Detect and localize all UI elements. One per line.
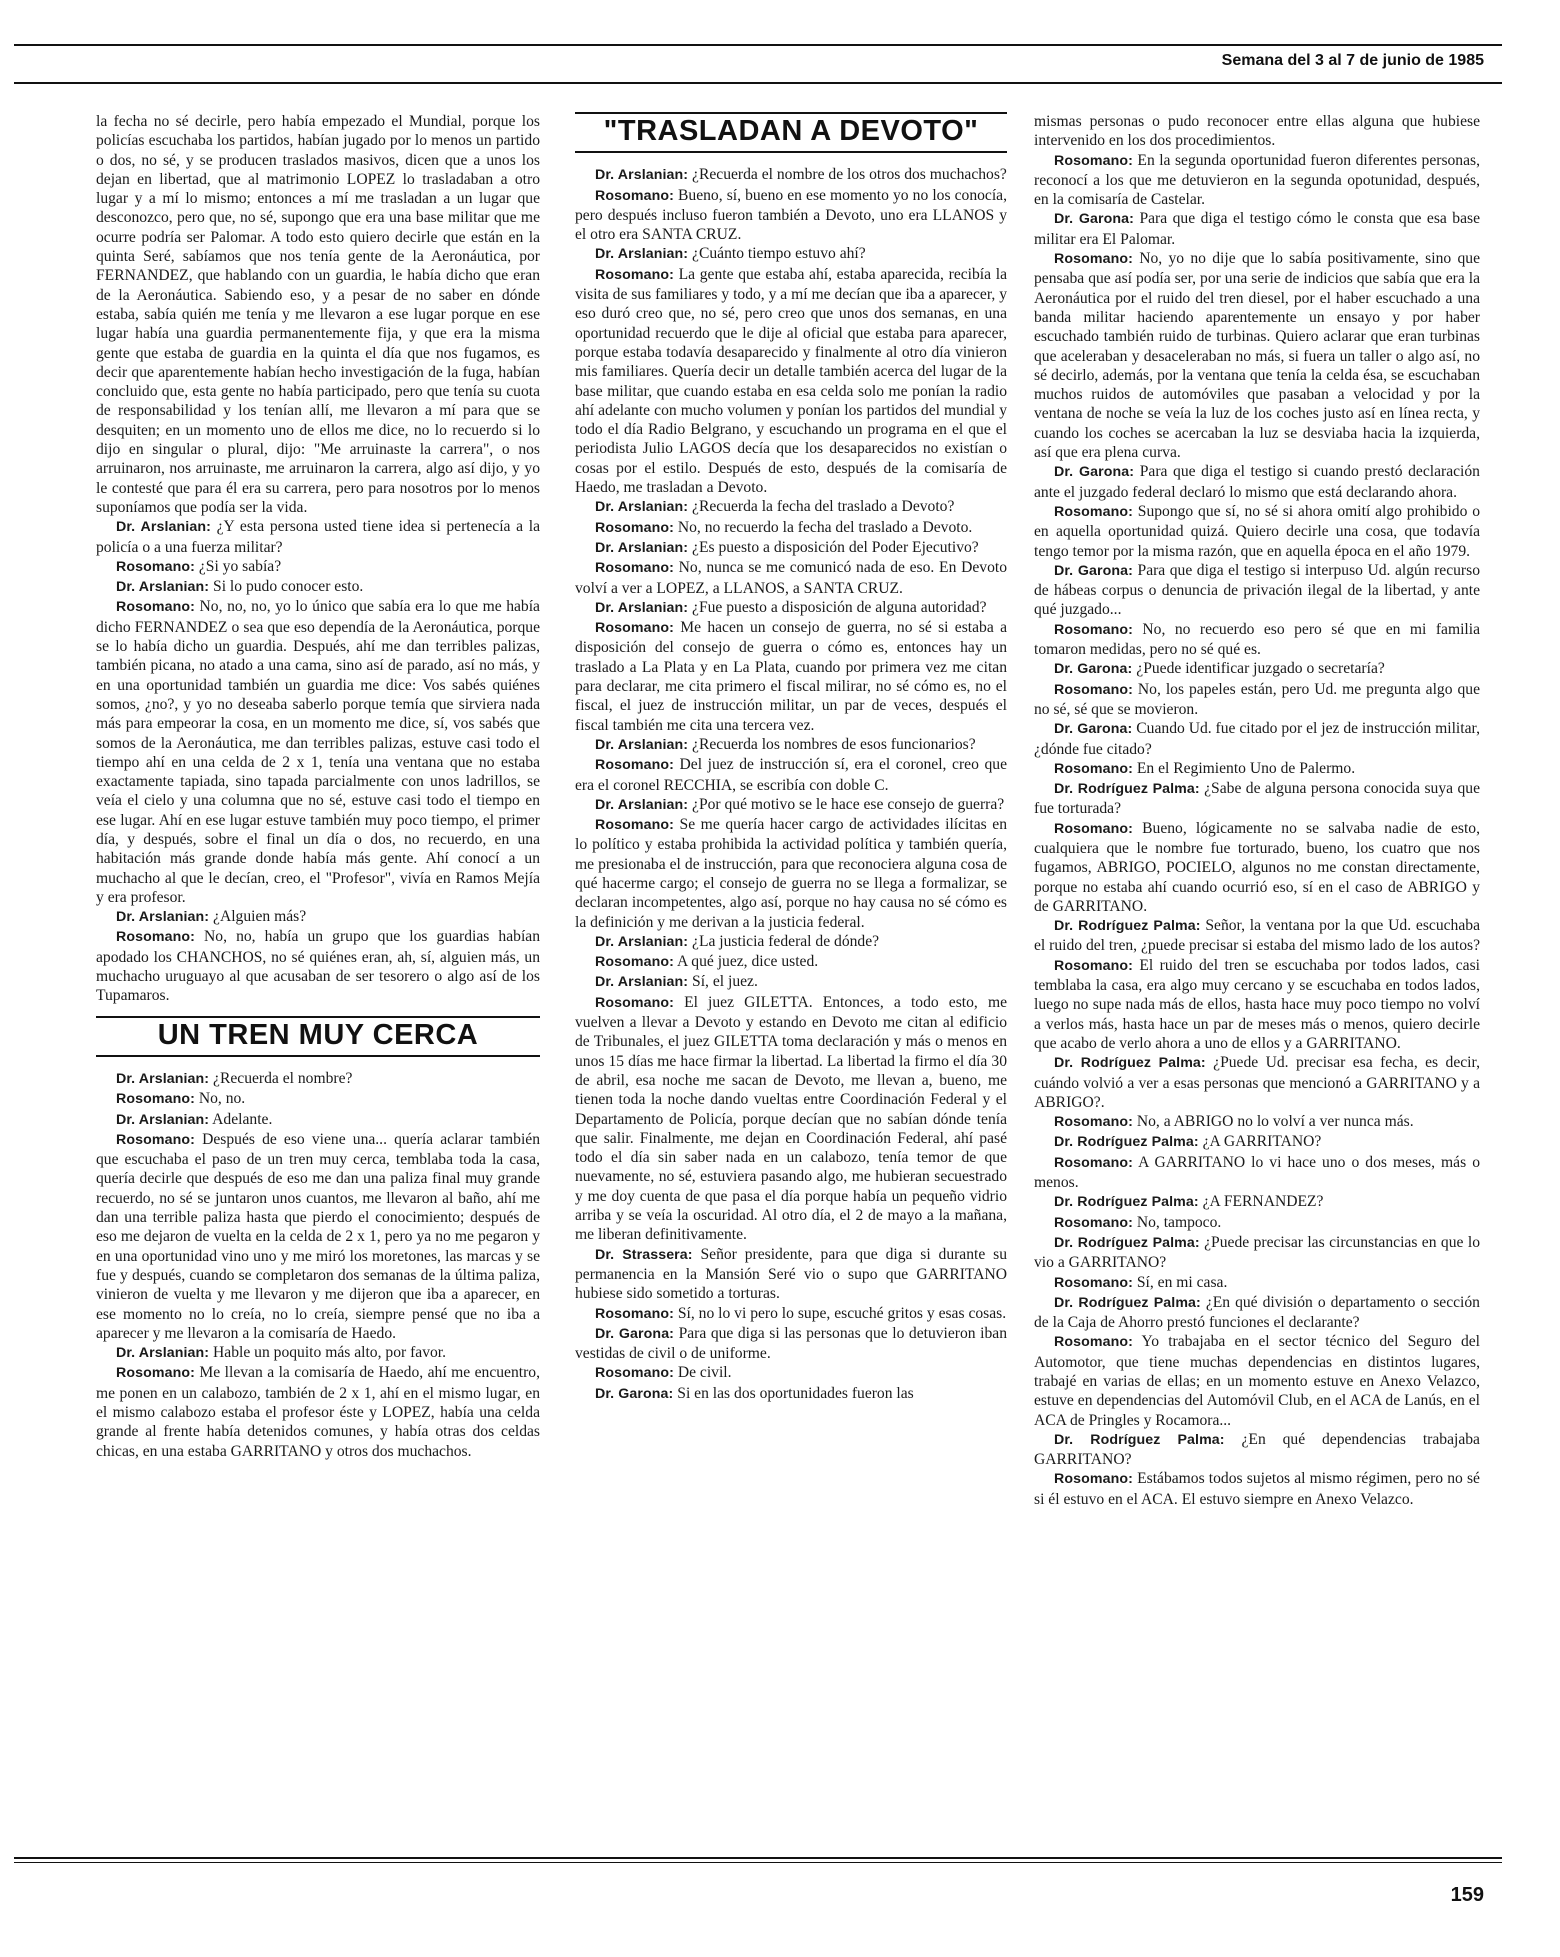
paragraph	[1034, 1153, 1480, 1193]
header-rule	[14, 82, 1502, 84]
paragraph	[96, 1363, 540, 1460]
speaker-label: Rosomano:	[1054, 1274, 1133, 1291]
paragraph	[575, 618, 1007, 735]
paragraph	[1034, 1213, 1480, 1233]
speaker-label: Rosomano:	[595, 560, 674, 577]
speaker-label: Dr. Rodríguez Palma:	[1054, 781, 1200, 798]
speaker-label: Rosomano:	[1054, 503, 1133, 520]
speaker-label: Dr. Garona:	[1054, 464, 1135, 481]
paragraph	[1034, 502, 1480, 561]
speech-text: No, no, había un grupo que los guardias habían apodado los CHANCHOS, no sé quiénes eran, ah, sí, alguien más, un muchacho uruguayo al que acusaban de ser tesorero o algo así de los Tupamaros.	[96, 928, 541, 1005]
section-heading: UN TREN MUY CERCA	[96, 1016, 540, 1057]
speaker-label: Rosomano:	[595, 187, 674, 204]
speech-text: El ruido del tren se escuchaba por todos lados, casi temblaba la casa, era algo muy cercano y se escuchaba en todos lados, luego no supe nada más de ellos, hasta hace muy poco tiempo no volví a verlos más, hasta hace un par de meses más o menos, quiero decirle que acabo de verlo ahora a uno de ellos y a GARRITANO.	[1034, 956, 1480, 1052]
paragraph	[1034, 719, 1480, 759]
speech-text: ¿Puede Ud. precisar esa fecha, es decir, cuándo volvió a ver a esas personas que mencionó a GARRITANO y a ABRIGO?.	[1034, 1054, 1480, 1111]
paragraph	[575, 1324, 1007, 1364]
speech-text: Yo trabajaba en el sector técnico del Seguro del Automotor, que tiene muchas dependencias en distintos lugares, trabajé en varias de ellas; en un momento estuve en Anexo Velazco, estuve en dependencias del Automóvil Club, en el ACA de Lanús, en el ACA de Pringles y Rocamora...	[1034, 1333, 1480, 1429]
speaker-label: Dr. Arslanian:	[116, 1111, 210, 1128]
speech-text: ¿Recuerda el nombre?	[213, 1069, 353, 1087]
speech-text: ¿En qué división o departamento o sección de la Caja de Ahorro prestó funciones el declarante?	[1034, 1293, 1480, 1332]
paragraph	[575, 1363, 1007, 1383]
paragraph	[1034, 659, 1480, 679]
speaker-label: Dr. Rodríguez Palma:	[1054, 1194, 1199, 1211]
paragraph	[1034, 779, 1480, 819]
speaker-label: Rosomano:	[595, 1365, 674, 1382]
footer-rule-thin	[14, 1862, 1502, 1863]
speaker-label: Rosomano:	[116, 558, 195, 575]
speech-text: Hable un poquito más alto, por favor.	[213, 1344, 447, 1362]
paragraph	[96, 557, 540, 577]
paragraph	[1034, 462, 1480, 502]
section-heading: "TRASLADAN A DEVOTO"	[575, 112, 1007, 153]
speech-text: Para que diga el testigo si interpuso Ud. algún recurso de hábeas corpus o denuncia de privación ilegal de la libertad, y ante qué juzgado...	[1034, 561, 1480, 619]
paragraph	[575, 993, 1007, 1245]
top-rule	[14, 44, 1502, 46]
speaker-label: Rosomano:	[116, 1091, 195, 1108]
paragraph	[575, 497, 1007, 517]
paragraph	[1034, 916, 1480, 956]
speaker-label: Rosomano:	[595, 954, 674, 971]
paragraph	[575, 165, 1007, 185]
paragraph	[96, 1110, 540, 1130]
paragraph	[575, 815, 1007, 932]
speaker-label: Dr. Arslanian:	[595, 736, 689, 753]
speaker-label: Dr. Rodríguez Palma:	[1054, 1134, 1199, 1151]
speech-text: Me hacen un consejo de guerra, no sé si estaba a disposición del consejo de guerra o cómo es, entonces hay un traslado a La Plata y en La Plata, cuando por primera vez me citan para declarar, me cita primero el fiscal milirar, no sé cómo es, no el fiscal, el juez de instrucción militar, un par de veces, después el fiscal también me cita una tercera vez.	[575, 619, 1007, 734]
speech-text: Para que diga si las personas que lo detuvieron iban vestidas de civil o de uniforme.	[575, 1324, 1007, 1363]
paragraph	[575, 1384, 1007, 1404]
speech-text: Cuando Ud. fue citado por el jez de instrucción militar, ¿dónde fue citado?	[1034, 720, 1480, 758]
speech-text: Si en las dos oportunidades fueron las	[677, 1384, 914, 1402]
speaker-label: Dr. Arslanian:	[116, 909, 210, 926]
paragraph	[96, 927, 540, 1005]
paragraph	[575, 558, 1007, 598]
paragraph	[96, 907, 540, 927]
speaker-label: Dr. Garona:	[1054, 562, 1133, 579]
paragraph	[1034, 151, 1480, 210]
speech-text: De civil.	[677, 1364, 732, 1382]
paragraph	[575, 538, 1007, 558]
speech-text: En el Regimiento Uno de Palermo.	[1136, 759, 1356, 777]
speech-text: ¿Puede precisar las circunstancias en que lo vio a GARRITANO?	[1034, 1233, 1480, 1272]
speaker-label: Dr. Strassera:	[595, 1246, 693, 1263]
paragraph	[575, 1245, 1007, 1304]
speaker-label: Dr. Arslanian:	[595, 539, 689, 556]
speaker-label: Dr. Rodríguez Palma:	[1054, 918, 1201, 935]
speech-text: En la segunda oportunidad fueron diferentes personas, reconocí a los que me detuvieron en la segunda opotunidad, después, en la comisaría de Castelar.	[1034, 151, 1480, 209]
issue-date-header: Semana del 3 al 7 de junio de 1985	[1221, 52, 1484, 69]
paragraph	[1034, 1132, 1480, 1152]
speaker-label: Rosomano:	[1054, 621, 1133, 638]
paragraph	[575, 932, 1007, 952]
speaker-label: Dr. Garona:	[1054, 721, 1133, 738]
speaker-label: Rosomano:	[116, 1365, 195, 1382]
speaker-label: Rosomano:	[1054, 1154, 1133, 1171]
paragraph	[575, 735, 1007, 755]
speaker-label: Dr. Arslanian:	[595, 499, 689, 516]
speech-text: ¿Fue puesto a disposición de alguna autoridad?	[692, 598, 987, 616]
speaker-label: Dr. Rodríguez Palma:	[1054, 1234, 1200, 1251]
paragraph	[1034, 561, 1480, 620]
speech-text: Estábamos todos sujetos al mismo régimen, pero no sé si él estuvo en el ACA. El estuvo siempre en Anexo Velazco.	[1034, 1470, 1480, 1508]
paragraph	[1034, 759, 1480, 779]
paragraph	[575, 952, 1007, 972]
speech-text: ¿Si yo sabía?	[198, 557, 282, 575]
speech-text: ¿Es puesto a disposición del Poder Ejecutivo?	[692, 538, 979, 556]
paragraph	[96, 1089, 540, 1109]
speaker-label: Rosomano:	[595, 817, 674, 834]
speech-text: Para que diga el testigo si cuando prestó declaración ante el juzgado federal declaró lo mismo que está declarando ahora.	[1034, 463, 1480, 501]
speaker-label: Rosomano:	[1054, 957, 1133, 974]
paragraph	[1034, 249, 1480, 462]
speaker-label: Dr. Rodríguez Palma:	[1054, 1431, 1225, 1448]
speaker-label: Dr. Garona:	[1054, 661, 1133, 678]
speaker-label: Rosomano:	[595, 994, 674, 1011]
speech-text: No, yo no dije que lo sabía positivamente, sino que pensaba que así podía ser, por una serie de indicios que sabía que era la Aeronáutica por el ruido del tren diesel, por el haber escuchado a una banda militar haciendo aparentemente un ensayo y por haber escuchado también ruido de turbinas. Quiero aclarar que eran turbinas que aceleraban y desaceleraban no más, si fuera un taller o algo así, no sé decirlo, además, por la ventana que tenía la celda ésa, se escuchaban muchos ruidos de automóviles que pasaban a velocidad y por la ventana de noche se veía la luz de los coches justo así en línea recta, y cuando los coches se acercaban la luz se desviaba hacia la izquierda, así que era plena curva.	[1034, 250, 1480, 462]
speech-text: Sí, no lo vi pero lo supe, escuché gritos y esas cosas.	[677, 1304, 1007, 1322]
paragraph	[575, 795, 1007, 815]
paragraph	[96, 1130, 540, 1343]
paragraph	[575, 518, 1007, 538]
speech-text: No, tampoco.	[1136, 1213, 1222, 1231]
speaker-label: Rosomano:	[1054, 681, 1133, 698]
speech-text: La gente que estaba ahí, estaba aparecida, recibía la visita de sus familiares y todo, y a mí me decían que iba a aparecer, y eso duró creo que, no sé, pero creo que unos dos semanas, en una oportunidad recuerdo que le dije al oficial que estaba para aparecer, porque estaba todavía desaparecido y finalmente al otro día vinieron mis familiares. Quería decir un detalle también acerca del lugar de la base militar, que cuando estaba en esa celda solo me ponían la radio ahí adelante con mucho volumen y ponían los partidos del mundial y todo el día Radio Belgrano, y escuchando un programa en el que el periodista Julio LAGOS decía que los desaparecidos no existían o cosas por el estilo. Después de esto, después de la comisaría de Haedo, me trasladan a Devoto.	[575, 265, 1007, 497]
speaker-label: Dr. Arslanian:	[595, 796, 689, 813]
column-3	[1034, 112, 1480, 1509]
speech-text: El juez GILETTA. Entonces, a todo esto, me vuelven a llevar a Devoto y estando en Devoto me citan al edificio de Tribunales, el juez GILETTA toma declaración y más o menos en unos 15 días me hace firmar la libertad. La libertad la firmo el día 30 de abril, esa noche me sacan de Devoto, me llevan a, bueno, me tienen toda la noche dando vueltas entre Coordinación Federal y el Departamento de Policía, porque decían que no sabían dónde tenía que salir. Finalmente, me dejan en Coordinación Federal, ahí pasé todo el día sin saber nada en un calabozo, tenía temor de que nuevamente, no sé, estuviera pasando algo, me hubieran secuestrado y me doy cuenta de que pasa el día porque había un pequeño vidrio arriba y se veía la oscuridad. Al otro día, el 2 de mayo a la mañana, me liberan definitivamente.	[575, 993, 1007, 1244]
column-2	[575, 112, 1007, 1404]
speaker-label: Dr. Garona:	[595, 1385, 674, 1402]
speech-text: ¿Recuerda los nombres de esos funcionarios?	[692, 735, 976, 753]
speaker-label: Rosomano:	[1054, 820, 1133, 837]
speaker-label: Rosomano:	[1054, 251, 1133, 268]
speech-text: ¿Alguien más?	[213, 908, 307, 926]
speaker-label: Rosomano:	[116, 1131, 195, 1148]
paragraph	[1034, 1469, 1480, 1509]
speaker-label: Dr. Arslanian:	[595, 933, 689, 950]
speech-text: ¿Y esta persona usted tiene idea si pertenecía a la policía o a una fuerza militar?	[96, 518, 540, 556]
speaker-label: Dr. Rodríguez Palma:	[1054, 1294, 1201, 1311]
paragraph	[96, 597, 540, 907]
speaker-label: Rosomano:	[595, 1305, 674, 1322]
speech-text: A qué juez, dice usted.	[676, 953, 819, 971]
speech-text: Se me quería hacer cargo de actividades ilícitas en lo político y estaba prohibida la actividad política y también quería, me presionaba el de instrucción, para que reconociera alguna cosa de qué hacerme cargo; el consejo de guerra no se llega a formalizar, se declaran incompetentes, algo así, porque no hay causa no sé cómo es la definición y me derivan a la justicia federal.	[575, 816, 1007, 931]
speaker-label: Rosomano:	[116, 599, 195, 616]
paragraph	[96, 577, 540, 597]
speaker-label: Rosomano:	[595, 519, 674, 536]
speech-text: ¿Sabe de alguna persona conocida suya que fue torturada?	[1034, 780, 1480, 818]
speech-text: Me llevan a la comisaría de Haedo, ahí me encuentro, me ponen en un calabozo, también de 2 x 1, ahí en el mismo lugar, en el mismo calabozo estaba el profesor éste y LOPEZ, había una celda grande al frente había detenidos comunes, y había otras dos celdas chicas, en una estaba GARRITANO y otros dos muchachos.	[96, 1364, 540, 1460]
paragraph	[1034, 956, 1480, 1053]
paragraph: la fecha no sé decirle, pero había empezado el Mundial, porque los policías escuchaba los partidos, habían jugado por lo menos un partido o dos, no sé, y se producen traslados masivos, dicen que a unos los dejan en libertad, que al matrimonio LOPEZ lo trasladaban a otro lugar y a mí lo mismo; entonces a mí me trasladan a un lugar que desconozco, pero que, no sé, supongo que era una base militar que me ocurre podría ser Palomar. A todo esto quiero decirle que están en la quinta Seré, sabíamos que nos tenía gente de la Aeronáutica, por FERNANDEZ, que hablando con un guardia, le había dicho que eran de la Aeronáutica. Sabiendo eso, y a pesar de no saber en dónde estaba, sabía quién me tenía y me llevaron a ese lugar porque en ese lugar había una guardia permanentemente fija, y que era la misma gente que estaba de guardia en la quinta el día que nos fugamos, es decir que aparentemente habían hecho investigación de la fuga, habían concluido que, esta gente no había participado, pero que tenía su cuota de responsabilidad y los tenían allí, me llevaron a mí para que se desquiten; en un momento uno de ellos me dice, no lo recuerdo si lo dijo en singular o plural, dijo: "Me arruinaste la carrera", o nos arruinaron, nos arruinaste, me arruinaron la carrera, algo así dijo, y yo le contesté que para él era su carrera, pero para nosotros por lo menos suponíamos que podía ser la vida.	[96, 113, 540, 516]
paragraph	[1034, 680, 1480, 720]
speech-text: ¿Puede identificar juzgado o secretaría?	[1136, 660, 1385, 678]
speaker-label: Dr. Arslanian:	[116, 1345, 210, 1362]
speech-text: ¿A FERNANDEZ?	[1202, 1193, 1324, 1211]
speaker-label: Rosomano:	[595, 757, 674, 774]
speaker-label: Dr. Arslanian:	[116, 519, 211, 536]
speaker-label: Rosomano:	[116, 929, 195, 946]
speaker-label: Rosomano:	[1054, 152, 1133, 169]
speaker-label: Rosomano:	[1054, 1334, 1133, 1351]
paragraph	[575, 265, 1007, 498]
speech-text: Del juez de instrucción sí, era el coronel, creo que era el coronel RECCHIA, se escribía con doble C.	[575, 756, 1007, 794]
speaker-label: Dr. Garona:	[1054, 211, 1134, 228]
speaker-label: Rosomano:	[1054, 1114, 1133, 1131]
paragraph	[1034, 1053, 1480, 1112]
speech-text: Bueno, lógicamente no se salvaba nadie de esto, cualquiera que le nombre fue torturado, bueno, los cuatro que nos fugamos, ABRIGO, POCIELO, algunos no me constan directamente, porque no estaba ahí cuando ocurrió eso, sí en el caso de ABRIGO y de GARRITANO.	[1034, 819, 1481, 915]
speech-text: Supongo que sí, no sé si ahora omití algo prohibido o en aquella oportunidad quizá. Quiero decirle una cosa, que todavía tengo temor por la misma razón, que en aquella época en el año 1979.	[1034, 502, 1481, 560]
paragraph	[1034, 1293, 1480, 1333]
speech-text: No, no recuerdo la fecha del traslado a Devoto.	[677, 518, 973, 536]
speaker-label: Rosomano:	[1054, 1214, 1133, 1231]
speaker-label: Dr. Rodríguez Palma:	[1054, 1055, 1206, 1072]
page-number: 159	[1450, 1884, 1484, 1906]
speaker-label: Rosomano:	[1054, 760, 1133, 777]
speaker-label: Dr. Arslanian:	[595, 599, 689, 616]
speech-text: Sí, el juez.	[692, 973, 758, 991]
paragraph	[1034, 209, 1480, 249]
paragraph	[1034, 1233, 1480, 1273]
speech-text: Después de eso viene una... quería aclarar también que escuchaba el paso de un tren muy cerca, temblaba toda la casa, quería decirle que después de eso me dan una paliza final muy grande recuerdo, no sé se juntaron unos cuantos, me llevaron al baño, ahí me dan una terrible paliza hasta que pierdo el conocimiento; después de eso me dejaron de vuelta en la celda de 2 x 1, pero ya no me pegaron y en una oportunidad vino uno y me miró los moretones, las marcas y se fue y después, cuando se completaron dos semanas de la última paliza, vinieron de vuelta y me llevaron y me dijeron que iba a aparecer, en ese momento no lo creía, no lo creía, siempre pensé que no iba a aparecer y me llevaron a la comisaría de Haedo.	[96, 1130, 541, 1342]
speech-text: No, a ABRIGO no lo volví a ver nunca más.	[1136, 1113, 1414, 1131]
speech-text: A GARRITANO lo vi hace uno o dos meses, más o menos.	[1034, 1153, 1480, 1192]
paragraph	[1034, 1430, 1480, 1470]
speaker-label: Dr. Arslanian:	[116, 1070, 210, 1087]
paragraph	[1034, 1273, 1480, 1293]
paragraph: mismas personas o pudo reconocer entre ellas alguna que hubiese intervenido en los dos procedimientos.	[1034, 113, 1480, 150]
speech-text: Para que diga el testigo cómo le consta que esa base militar era El Palomar.	[1034, 210, 1480, 248]
speaker-label: Dr. Arslanian:	[595, 246, 689, 263]
speech-text: ¿En qué dependencias trabajaba GARRITANO?	[1034, 1430, 1480, 1469]
speaker-label: Dr. Arslanian:	[595, 974, 689, 991]
paragraph	[96, 1069, 540, 1089]
speech-text: ¿A GARRITANO?	[1202, 1133, 1322, 1151]
speech-text: Sí, en mi casa.	[1136, 1273, 1228, 1291]
speech-text: No, los papeles están, pero Ud. me pregunta algo que no sé, sé que se movieron.	[1034, 680, 1480, 718]
speech-text: Señor presidente, para que diga si durante su permanencia en la Mansión Seré vio o supo que GARRITANO hubiese sido sometido a torturas.	[575, 1245, 1007, 1303]
speech-text: Si lo pudo conocer esto.	[213, 578, 364, 596]
speech-text: Bueno, sí, bueno en ese momento yo no los conocía, pero después incluso fueron también a Devoto, uno era LLANOS y el otro era SANTA CRUZ.	[575, 186, 1007, 244]
speech-text: ¿Por qué motivo se le hace ese consejo de guerra?	[692, 795, 1005, 813]
speaker-label: Rosomano:	[595, 266, 674, 283]
speech-text: ¿Recuerda la fecha del traslado a Devoto?	[692, 498, 955, 516]
speaker-label: Dr. Arslanian:	[595, 167, 689, 184]
speaker-label: Rosomano:	[1054, 1471, 1133, 1488]
paragraph	[96, 1343, 540, 1363]
speech-text: No, no.	[198, 1090, 246, 1108]
paragraph	[1034, 819, 1480, 916]
footer-rule	[14, 1857, 1502, 1859]
speech-text: Adelante.	[212, 1110, 273, 1128]
paragraph	[1034, 1112, 1480, 1132]
speech-text: Señor, la ventana por la que Ud. escuchaba el ruido del tren, ¿puede precisar si estaba del mismo lado de los autos?	[1034, 917, 1481, 955]
speech-text: No, no recuerdo eso pero sé que en mi familia tomaron medidas, pero no sé qué es.	[1034, 620, 1480, 659]
paragraph	[575, 598, 1007, 618]
paragraph	[575, 1304, 1007, 1324]
speaker-label: Dr. Arslanian:	[116, 579, 210, 596]
paragraph	[1034, 1192, 1480, 1212]
paragraph	[1034, 1332, 1480, 1429]
paragraph	[575, 186, 1007, 245]
paragraph	[575, 755, 1007, 795]
speech-text: ¿Recuerda el nombre de los otros dos muchachos?	[692, 166, 1007, 184]
speech-text: No, nunca se me comunicó nada de eso. En Devoto volví a ver a LOPEZ, a LLANOS, a SANTA CRUZ.	[575, 559, 1007, 597]
speech-text: ¿La justicia federal de dónde?	[692, 932, 880, 950]
speaker-label: Dr. Garona:	[595, 1325, 675, 1342]
column-1	[96, 112, 540, 1461]
speech-text: ¿Cuánto tiempo estuvo ahí?	[692, 245, 866, 263]
speech-text: No, no, no, yo lo único que sabía era lo que me había dicho FERNANDEZ o sea que eso dependía de la Aeronáutica, porque se lo había dicho un guardia. Después, ahí me dan terribles palizas, también picana, no atado a una cama, sino así de parado, así no más, y en una oportunidad también un guardia me dice: Vos sabés quiénes somos, ¿no?, y yo no deseaba saberlo porque temía que sirviera nada más para empeorar la cosa, en un momento me dice, sí, vos sabés que somos de la Aeronáutica, me dan terribles palizas, estuve casi todo el tiempo ahí en una celda de 2 x 1, tenía una ventana que no estaba exactamente tapiada, sino tapada parcialmente con unos ladrillos, se veía el cielo y una columna que no sé, estuve casi todo el tiempo en ese lugar. Ahí en ese lugar estuve también muy poco tiempo, el primer día, y después, sobre el final un día o dos, no recuerdo, en una habitación más grande donde había más gente. Ahí conocí a un muchacho al que le decían, creo, el "Profesor", vivía en Ramos Mejía y era profesor.	[96, 598, 540, 906]
paragraph	[96, 517, 540, 557]
paragraph	[1034, 620, 1480, 660]
paragraph	[575, 972, 1007, 992]
paragraph	[575, 244, 1007, 264]
speaker-label: Rosomano:	[595, 620, 674, 637]
